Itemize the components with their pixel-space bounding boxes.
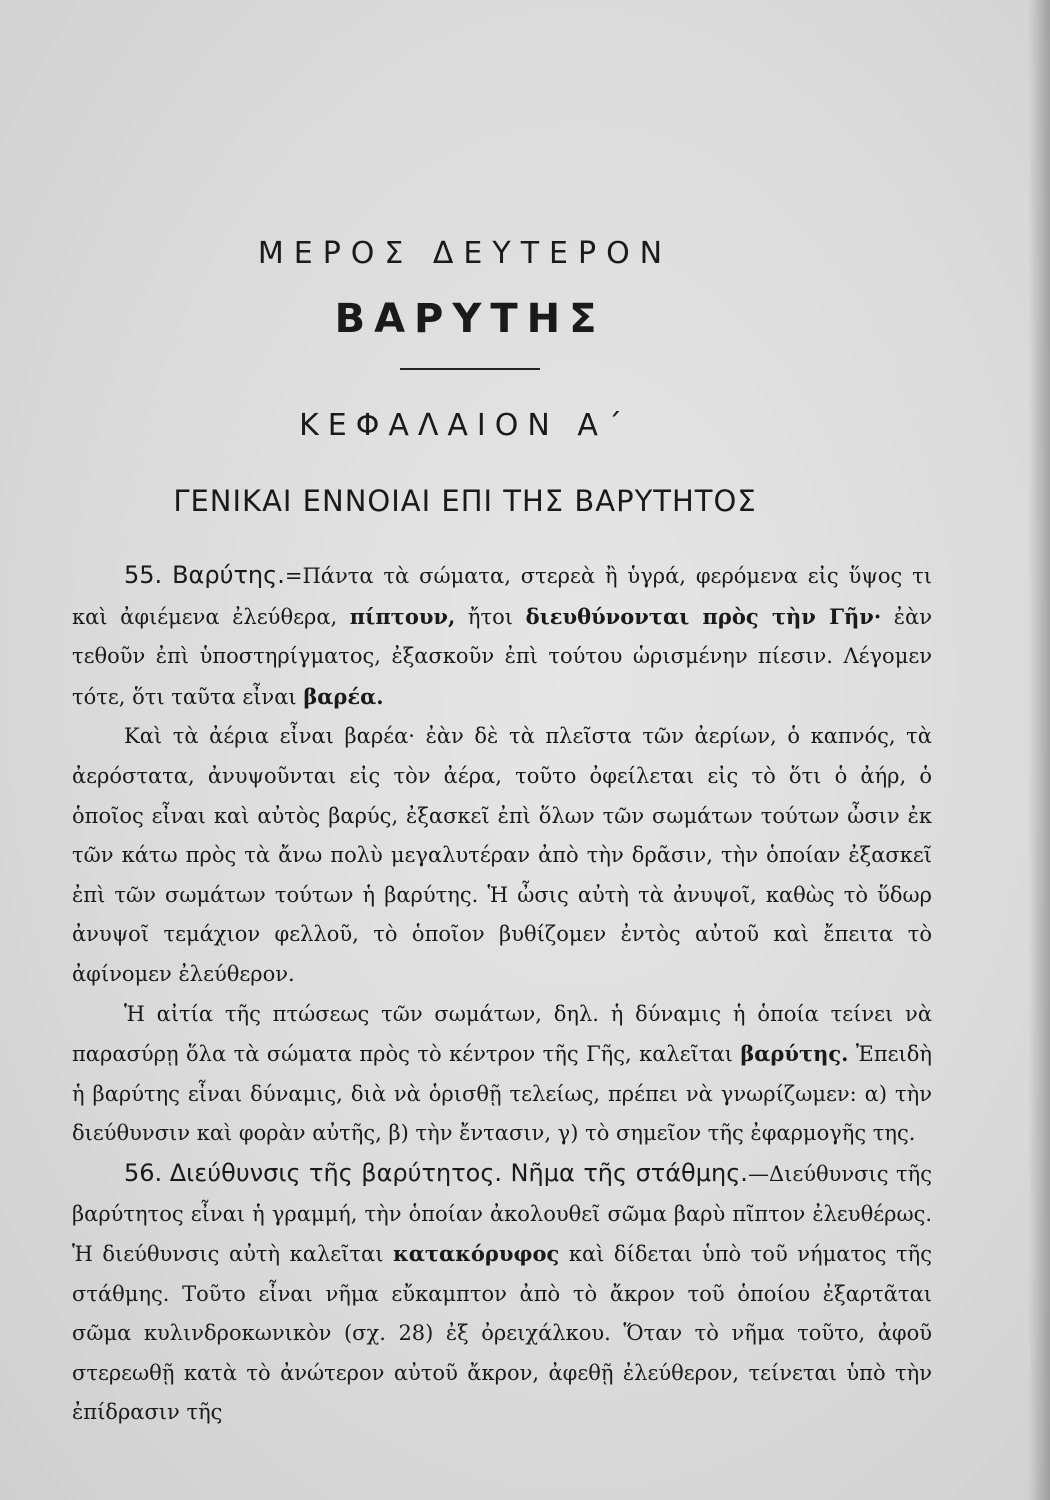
- paragraph-56-text-a: Διεύθυνσις τῆς βαρύτητος εἶναι ἡ γραμμή, τὴν ὁποίαν ἀκολουθεῖ σῶμα βαρὺ πῖπτον ἐλευθέρως. Ἡ διεύθυνσις αὐτὴ καλεῖται: [72, 1161, 933, 1267]
- main-heading: ΒΑΡΥΤΗΣ: [334, 296, 606, 342]
- paragraph-56-bold-a: κατακόρυφος: [393, 1241, 560, 1267]
- page-edge-shadow: [1028, 0, 1050, 1500]
- section-dash-56: —: [747, 1161, 769, 1186]
- paragraph-cause-text-a: Ἡ αἰτία τῆς πτώσεως τῶν σωμάτων, δηλ. ἡ δύναμις ἡ ὁποία τείνει νὰ παρασύρῃ ὅλα τὰ σώματα πρὸς τὸ κέντρον τῆς Γῆς, καλεῖται: [72, 1001, 932, 1067]
- section-dash-55: =: [284, 564, 303, 588]
- section-number-55: 55.: [124, 561, 163, 589]
- section-number-56: 56.: [124, 1158, 163, 1187]
- paragraph-55-text-c: ἐὰν τεθοῦν ἐπὶ ὑποστηρίγματος, ἐξασκοῦν ἐπὶ τούτου ὡρισμένην πίεσιν. Λέγομεν τότε, ὅτι ταῦτα εἶναι: [72, 604, 932, 709]
- paragraph-cause-bold: βαρύτης.: [740, 1041, 849, 1067]
- paragraph-55: [72, 556, 932, 717]
- paragraph-55-text-b: ἤτοι: [467, 604, 513, 629]
- section-heading-56: Διεύθυνσις τῆς βαρύτητος. Νῆμα τῆς στάθμης.: [169, 1158, 748, 1187]
- paragraph-55-bold-c: βαρέα.: [303, 683, 384, 709]
- paragraph-gases: Καὶ τὰ ἀέρια εἶναι βαρέα· ἐὰν δὲ τὰ πλεῖστα τῶν ἀερίων, ὁ καπνός, τὰ ἀερόστατα, ἀνυψοῦνται εἰς τὸν ἀέρα, τοῦτο ὀφείλεται εἰς τὸ ὅτι ὁ ἀήρ, ὁ ὁποῖος εἶναι καὶ αὐτὸς βαρύς, ἐξασκεῖ ἐπὶ ὅλων τῶν σωμάτων τούτων ὦσιν ἐκ τῶν κάτω πρὸς τὰ ἄνω πολὺ μεγαλυτέραν ἀπὸ τὴν δρᾶσιν, τὴν ὁποίαν ἐξασκεῖ ἐπὶ τῶν σωμάτων τούτων ἡ βαρύτης. Ἡ ὦσις αὐτὴ τὰ ἀνυψοῖ, καθὼς τὸ ὕδωρ ἀνυψοῖ τεμάχιον φελλοῦ, τὸ ὁποῖον βυθίζομεν ἐντὸς αὐτοῦ καὶ ἔπειτα τὸ ἀφίνομεν ἐλεύθερον.: [72, 724, 932, 986]
- heading-rule: [400, 368, 540, 370]
- section-heading-55: Βαρύτης.: [172, 561, 285, 589]
- chapter-heading: ΚΕΦΑΛΑΙΟΝ Α΄: [299, 408, 631, 443]
- paragraph-55-bold-b: διευθύνονται πρὸς τὴν Γῆν·: [525, 603, 882, 629]
- paragraph-55-bold-a: πίπτουν,: [349, 603, 456, 629]
- body-text: [72, 556, 932, 1433]
- paragraph-56-text-b: καὶ δίδεται ὑπὸ τοῦ νήματος τῆς στάθμης. Τοῦτο εἶναι νῆμα εὔκαμπτον ἀπὸ τὸ ἄκρον τοῦ ὁποίου ἐξαρτᾶται σῶμα κυλινδροκωνικὸν (σχ. 28) ἐξ ὀρειχάλκου. Ὅταν τὸ νῆμα τοῦτο, ἀφοῦ στερεωθῇ κατὰ τὸ ἀνώτερον αὐτοῦ ἄκρον, ἀφεθῇ ἐλεύθερον, τείνεται ὑπὸ τὴν ἐπίδρασιν τῆς: [72, 1242, 932, 1425]
- paragraph-cause-text-b: Ἐπειδὴ ἡ βαρύτης εἶναι δύναμις, διὰ νὰ ὁρισθῇ τελείως, πρέπει νὰ γνωρίζωμεν: α) τὴν διεύθυνσιν καὶ φορὰν αὐτῆς, β) τὴν ἔντασιν, γ) τὸ σημεῖον τῆς ἐφαρμογῆς της.: [72, 1042, 932, 1146]
- paragraph-55-text-a: Πάντα τὰ σώματα, στερεὰ ἢ ὑγρά, φερόμενα εἰς ὕψος τι καὶ ἀφιέμενα ἐλεύθερα,: [72, 564, 932, 629]
- part-heading: ΜΕΡΟΣ ΔΕΥΤΕΡΟΝ: [257, 236, 673, 271]
- paragraph-cause: [72, 995, 932, 1154]
- section-title: ΓΕΝΙΚΑΙ ΕΝΝΟΙΑΙ ΕΠΙ ΤΗΣ ΒΑΡΥΤΗΤΟΣ: [173, 484, 757, 518]
- paragraph-56: [72, 1154, 932, 1433]
